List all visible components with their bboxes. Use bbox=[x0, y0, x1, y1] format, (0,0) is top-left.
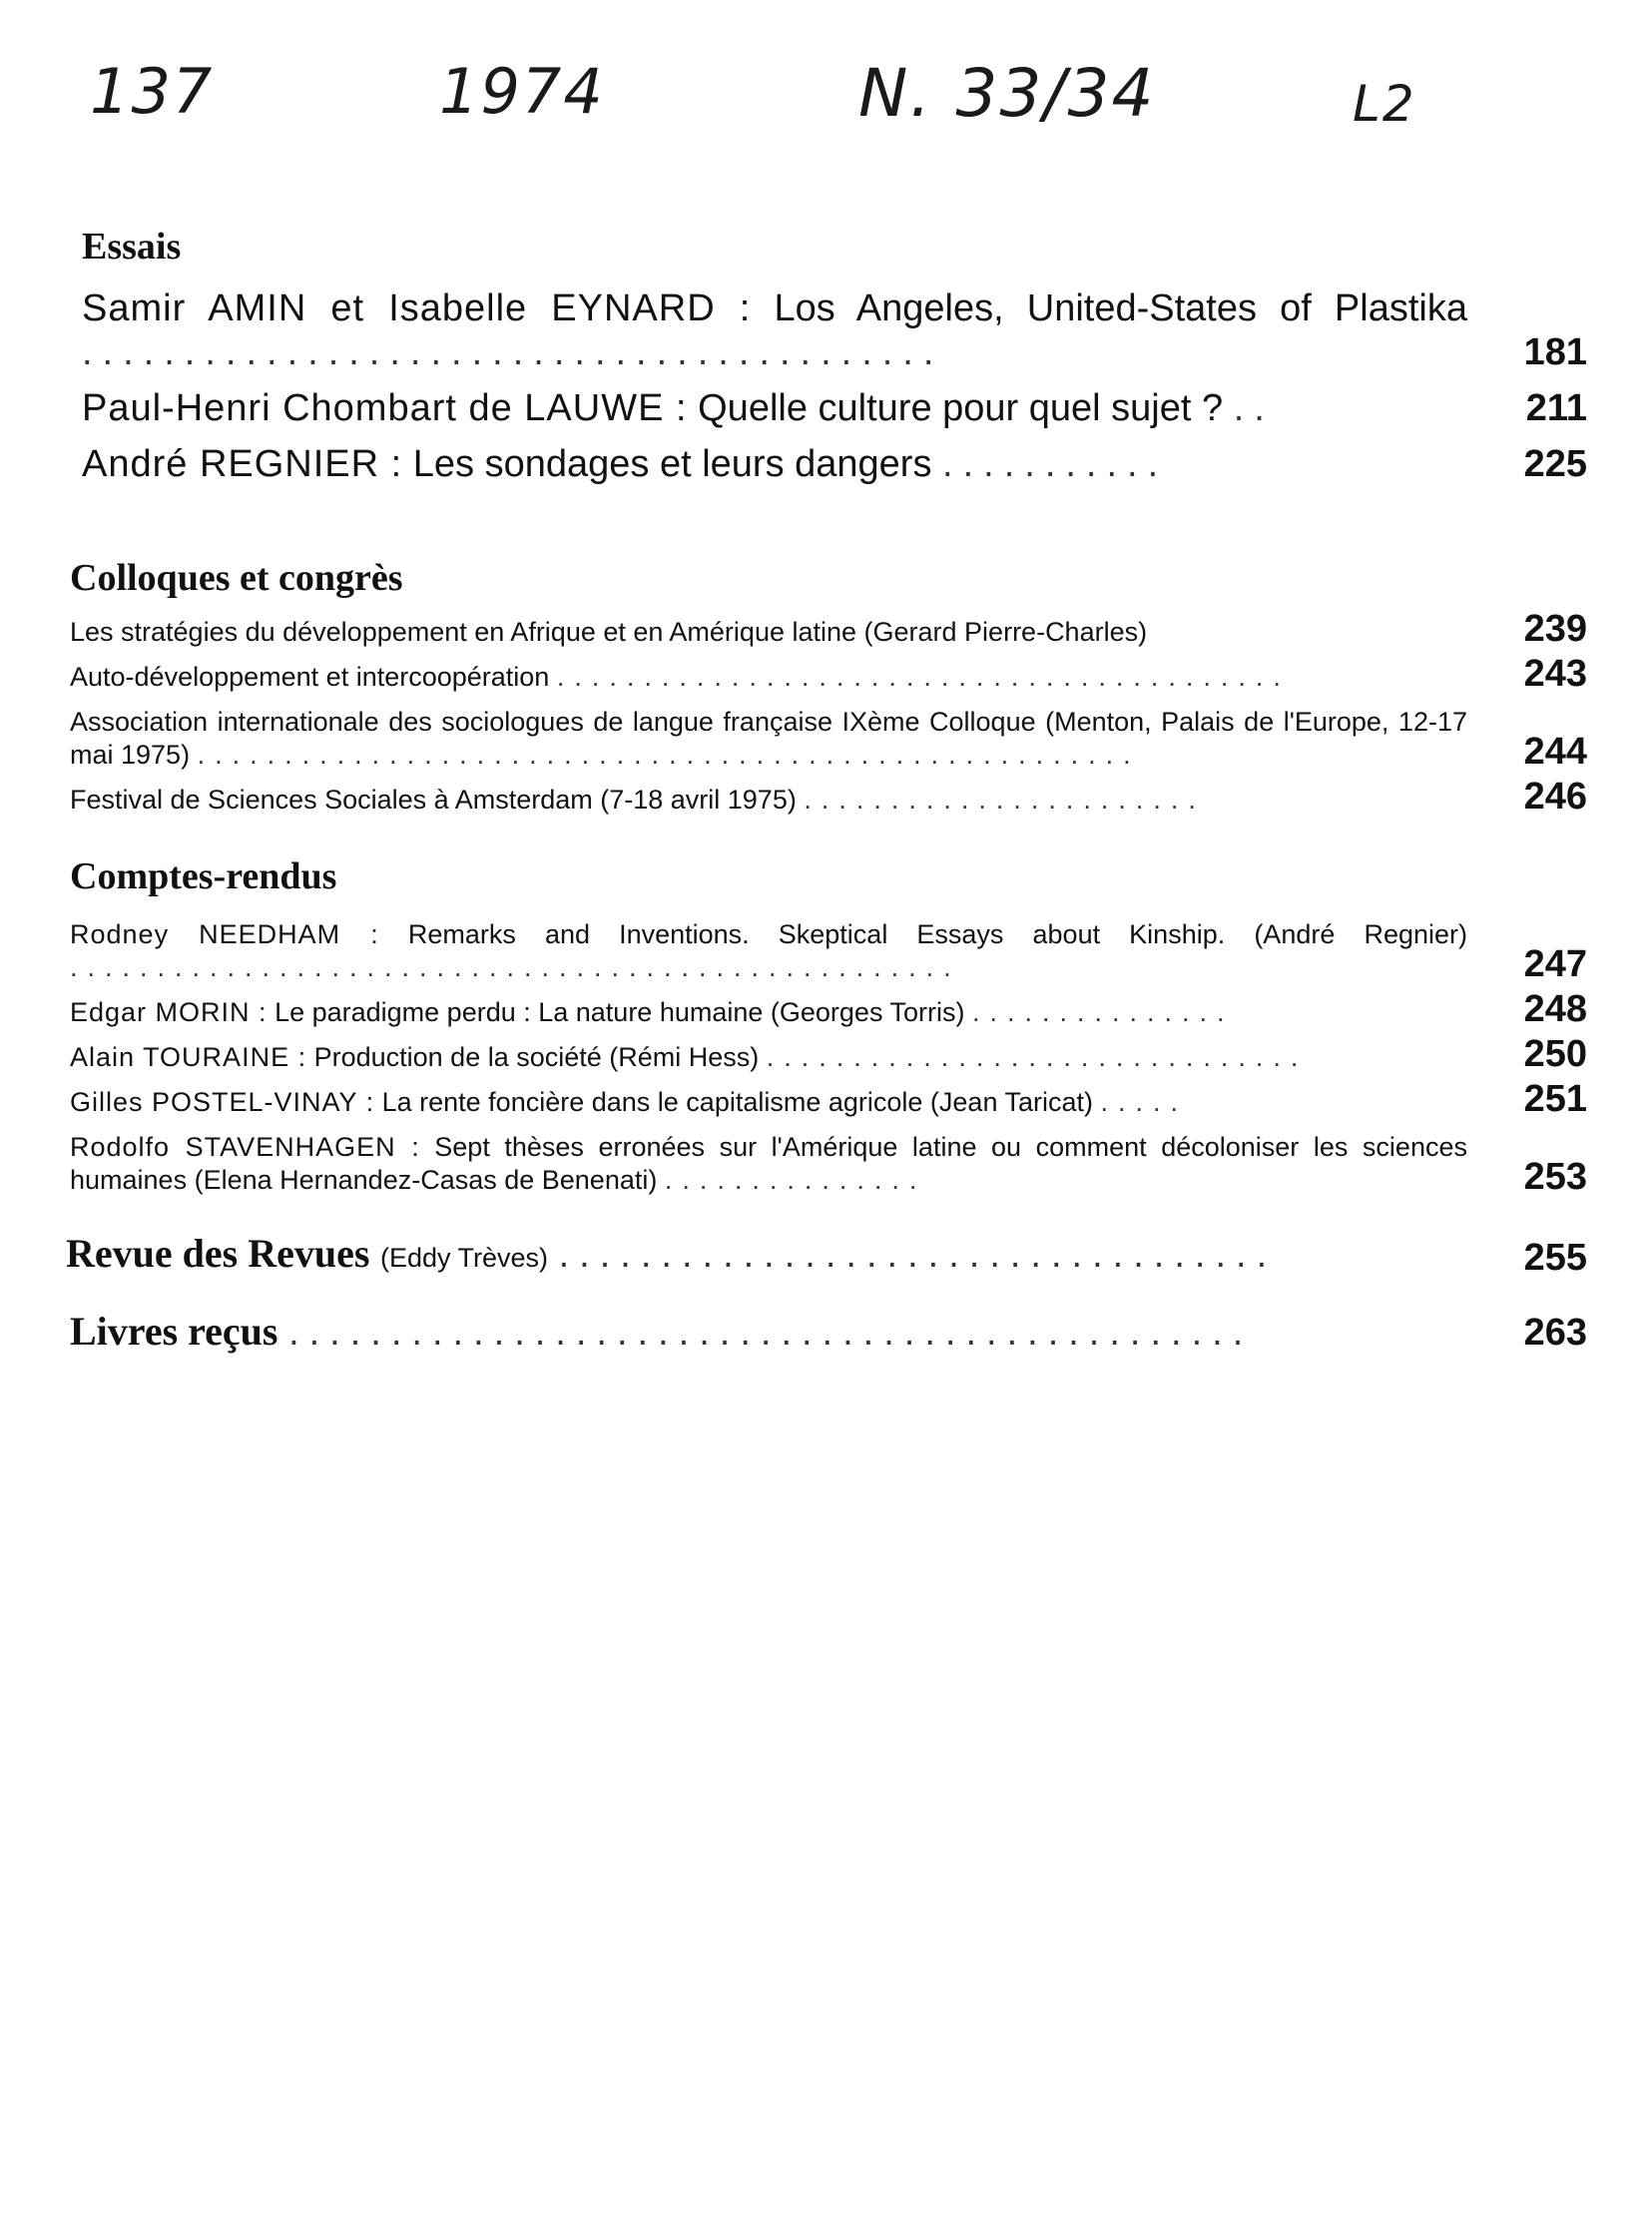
handwritten-year: 1974 bbox=[439, 55, 605, 128]
entry-author: Gilles POSTEL-VINAY : bbox=[70, 1087, 375, 1117]
entry-text: Samir AMIN et Isabelle EYNARD : Los Angeles, United-States of Plastika .......................................... bbox=[82, 287, 1467, 373]
entry-text: Livres reçus ............................................... bbox=[70, 1309, 1254, 1354]
section-title: Colloques et congrès bbox=[70, 557, 403, 599]
toc-entry bbox=[70, 442, 1587, 486]
toc-entry bbox=[70, 1033, 1587, 1075]
entry-author: Rodolfo STAVENHAGEN : bbox=[70, 1132, 420, 1162]
entry-text: Paul-Henri Chombart de LAUWE : Quelle culture pour quel sujet ? .. bbox=[82, 387, 1275, 429]
toc-entry bbox=[70, 706, 1587, 772]
section-title: Livres reçus bbox=[70, 1309, 278, 1354]
toc-entry bbox=[70, 1131, 1587, 1197]
entry-page: 248 bbox=[1523, 988, 1587, 1030]
entry-author: Edgar MORIN : bbox=[70, 997, 268, 1027]
entry-text: Festival de Sciences Sociales à Amsterdam (7-18 avril 1975) ....................... bbox=[70, 785, 1206, 815]
entry-page: 243 bbox=[1523, 653, 1587, 695]
toc-entry bbox=[70, 776, 1587, 818]
handwritten-code: L2 bbox=[1353, 75, 1416, 133]
entry-title: La rente foncière dans le capitalisme agricole (Jean Taricat) bbox=[381, 1087, 1093, 1117]
entry-page: 239 bbox=[1523, 608, 1587, 650]
entry-text: Les stratégies du développement en Afrique et en Amérique latine (Gerard Pierre-Charles) bbox=[70, 617, 1148, 647]
section-colloques bbox=[70, 556, 1587, 817]
entry-page: 255 bbox=[1523, 1237, 1587, 1279]
section-essais bbox=[70, 225, 1587, 486]
entry-page: 181 bbox=[1523, 331, 1587, 373]
entry-text: Revue des Revues (Eddy Trèves) ................................... bbox=[66, 1231, 1278, 1276]
entry-page: 225 bbox=[1523, 443, 1587, 485]
entry-title: Quelle culture pour quel sujet ? bbox=[698, 387, 1224, 429]
section-title: Essais bbox=[82, 226, 182, 268]
entry-title: Sept thèses erronées sur l'Amérique latine ou comment décoloniser les sciences humaines (Elena Hernandez-Casas de Benenati) bbox=[70, 1132, 1467, 1195]
entry-title: Los Angeles, United-States of Plastika bbox=[774, 287, 1467, 329]
entry-page: 246 bbox=[1523, 776, 1587, 818]
entry-title: Festival de Sciences Sociales à Amsterdam (7-18 avril 1975) bbox=[70, 785, 797, 815]
entry-subtitle: (Eddy Trèves) bbox=[379, 1243, 549, 1273]
entry-page: 250 bbox=[1523, 1033, 1587, 1075]
table-of-contents bbox=[66, 225, 1587, 1356]
handwritten-issue: N. 33/34 bbox=[858, 55, 1156, 132]
section-comptes-rendus bbox=[70, 854, 1587, 1197]
section-livres-recus bbox=[70, 1309, 1587, 1356]
section-title: Comptes-rendus bbox=[70, 855, 337, 897]
entry-text: Auto-développement et intercoopération .......................................... bbox=[70, 662, 1291, 692]
entry-title: Les sondages et leurs dangers bbox=[412, 443, 932, 485]
entry-page: 253 bbox=[1523, 1156, 1587, 1198]
entry-text: Association internationale des sociologues de langue française IXème Colloque (Menton, Palais de l'Europe, 12-17 mai 1975) ...................................................... bbox=[70, 707, 1467, 770]
entry-page: 263 bbox=[1523, 1312, 1587, 1354]
toc-entry bbox=[70, 988, 1587, 1030]
entry-author: André REGNIER : bbox=[82, 443, 403, 485]
toc-entry bbox=[70, 286, 1587, 374]
toc-entry bbox=[70, 1078, 1587, 1120]
entry-title: Auto-développement et intercoopération bbox=[70, 662, 550, 692]
entry-page: 244 bbox=[1523, 731, 1587, 773]
entry-title: Remarks and Inventions. Skeptical Essays about Kinship. (André Regnier) bbox=[407, 919, 1467, 949]
toc-entry bbox=[70, 653, 1587, 695]
entry-title: Association internationale des sociologues de langue française IXème Colloque (Menton, Palais de l'Europe, 12-17 mai 1975) bbox=[70, 707, 1467, 770]
entry-text: Rodolfo STAVENHAGEN : Sept thèses erronées sur l'Amérique latine ou comment décoloniser les sciences humaines (Elena Hernandez-Casas de Benenati) ............... bbox=[70, 1132, 1467, 1195]
entry-page: 211 bbox=[1525, 387, 1587, 429]
entry-author: Paul-Henri Chombart de LAUWE : bbox=[82, 387, 688, 429]
entry-text: Gilles POSTEL-VINAY : La rente foncière dans le capitalisme agricole (Jean Taricat) ..... bbox=[70, 1087, 1189, 1117]
handwritten-number: 137 bbox=[90, 55, 215, 128]
entry-page: 247 bbox=[1523, 943, 1587, 985]
section-revue-des-revues bbox=[66, 1231, 1587, 1281]
section-title: Revue des Revues bbox=[66, 1231, 370, 1276]
entry-page: 251 bbox=[1523, 1078, 1587, 1120]
toc-entry bbox=[70, 918, 1587, 984]
toc-entry bbox=[70, 386, 1587, 430]
entry-text: André REGNIER : Les sondages et leurs dangers ........... bbox=[82, 443, 1169, 485]
entry-title: Le paradigme perdu : La nature humaine (Georges Torris) bbox=[275, 997, 965, 1027]
entry-author: Alain TOURAINE : bbox=[70, 1042, 307, 1072]
toc-entry bbox=[70, 608, 1587, 650]
entry-text: Alain TOURAINE : Production de la société (Rémi Hess) ............................... bbox=[70, 1042, 1309, 1072]
entry-text: Rodney NEEDHAM : Remarks and Inventions. Skeptical Essays about Kinship. (André Regnier) ................................................... bbox=[70, 919, 1467, 982]
entry-author: Samir AMIN et Isabelle EYNARD : bbox=[82, 287, 752, 329]
entry-author: Rodney NEEDHAM : bbox=[70, 919, 379, 949]
entry-title: Production de la société (Rémi Hess) bbox=[313, 1042, 760, 1072]
entry-text: Edgar MORIN : Le paradigme perdu : La nature humaine (Georges Torris) ............... bbox=[70, 997, 1235, 1027]
